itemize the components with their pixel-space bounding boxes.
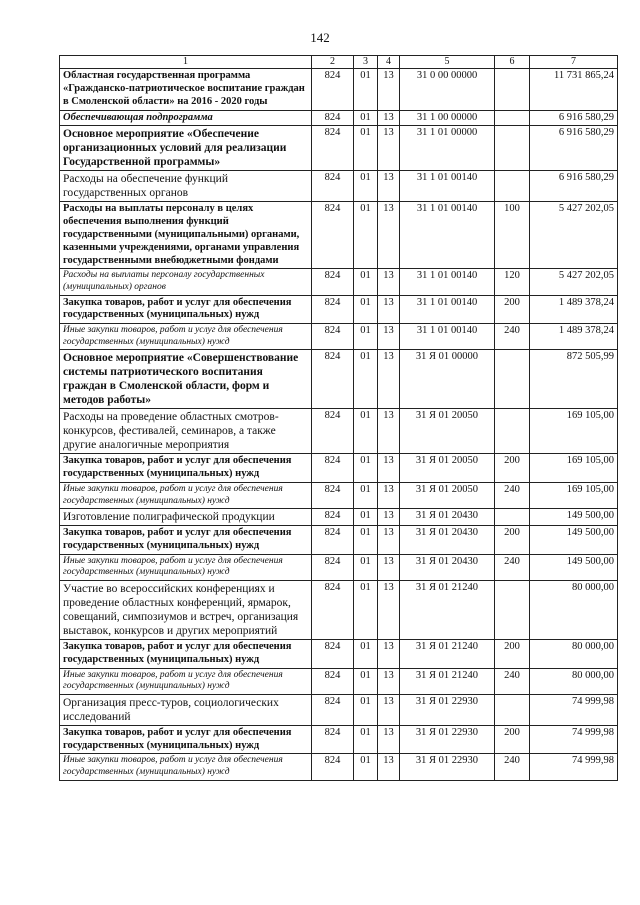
admin-code-cell: 824 xyxy=(312,409,354,454)
amount-cell: 80 000,00 xyxy=(530,640,618,669)
table-row xyxy=(60,350,618,409)
amount-cell: 6 916 580,29 xyxy=(530,171,618,202)
admin-code-cell: 824 xyxy=(312,202,354,269)
admin-code-cell: 824 xyxy=(312,580,354,639)
column-header-2: 2 xyxy=(312,56,354,69)
expense-type-cell: 200 xyxy=(495,454,530,483)
table-row xyxy=(60,69,618,110)
subsection-code-cell: 13 xyxy=(378,526,400,555)
subsection-code-cell: 13 xyxy=(378,580,400,639)
section-code-cell: 01 xyxy=(354,110,378,126)
item-name-cell: Основное мероприятие «Обеспечение организационных условий для реализации Государственной программы» xyxy=(60,126,312,171)
expense-type-cell xyxy=(495,509,530,526)
target-article-cell: 31 1 01 00000 xyxy=(400,126,495,171)
table-row xyxy=(60,295,618,324)
target-article-cell: 31 Я 01 20430 xyxy=(400,554,495,580)
admin-code-cell: 824 xyxy=(312,324,354,350)
target-article-cell: 31 1 01 00140 xyxy=(400,171,495,202)
admin-code-cell: 824 xyxy=(312,69,354,110)
amount-cell: 1 489 378,24 xyxy=(530,295,618,324)
section-code-cell: 01 xyxy=(354,350,378,409)
table-header-row xyxy=(60,56,618,69)
section-code-cell: 01 xyxy=(354,526,378,555)
target-article-cell: 31 Я 01 21240 xyxy=(400,668,495,694)
subsection-code-cell: 13 xyxy=(378,725,400,754)
admin-code-cell: 824 xyxy=(312,754,354,780)
section-code-cell: 01 xyxy=(354,754,378,780)
section-code-cell: 01 xyxy=(354,69,378,110)
column-header-5: 5 xyxy=(400,56,495,69)
target-article-cell: 31 1 01 00140 xyxy=(400,202,495,269)
section-code-cell: 01 xyxy=(354,554,378,580)
table-row xyxy=(60,640,618,669)
subsection-code-cell: 13 xyxy=(378,509,400,526)
column-header-1: 1 xyxy=(60,56,312,69)
column-header-3: 3 xyxy=(354,56,378,69)
item-name-cell: Участие во всероссийских конференциях и проведение областных конференций, ярмарок, совещаний, симпозиумов и встреч, организация выставок, конкурсов и других мероприятий xyxy=(60,580,312,639)
table-row xyxy=(60,110,618,126)
target-article-cell: 31 Я 01 20430 xyxy=(400,509,495,526)
subsection-code-cell: 13 xyxy=(378,324,400,350)
section-code-cell: 01 xyxy=(354,580,378,639)
column-header-6: 6 xyxy=(495,56,530,69)
table-row xyxy=(60,324,618,350)
section-code-cell: 01 xyxy=(354,171,378,202)
target-article-cell: 31 Я 01 20050 xyxy=(400,409,495,454)
table-row xyxy=(60,409,618,454)
admin-code-cell: 824 xyxy=(312,668,354,694)
amount-cell: 6 916 580,29 xyxy=(530,126,618,171)
table-body xyxy=(60,69,618,780)
admin-code-cell: 824 xyxy=(312,350,354,409)
amount-cell: 1 489 378,24 xyxy=(530,324,618,350)
amount-cell: 80 000,00 xyxy=(530,668,618,694)
section-code-cell: 01 xyxy=(354,202,378,269)
subsection-code-cell: 13 xyxy=(378,640,400,669)
subsection-code-cell: 13 xyxy=(378,694,400,725)
column-header-7: 7 xyxy=(530,56,618,69)
table-row xyxy=(60,269,618,295)
page-number: 142 xyxy=(310,30,330,45)
table-row xyxy=(60,171,618,202)
item-name-cell: Изготовление полиграфической продукции xyxy=(60,509,312,526)
amount-cell: 74 999,98 xyxy=(530,694,618,725)
section-code-cell: 01 xyxy=(354,509,378,526)
admin-code-cell: 824 xyxy=(312,110,354,126)
item-name-cell: Обеспечивающая подпрограмма xyxy=(60,110,312,126)
target-article-cell: 31 Я 01 20050 xyxy=(400,483,495,509)
subsection-code-cell: 13 xyxy=(378,269,400,295)
table-row xyxy=(60,754,618,780)
target-article-cell: 31 Я 01 22930 xyxy=(400,694,495,725)
table-row xyxy=(60,694,618,725)
item-name-cell: Расходы на выплаты персоналу государственных (муниципальных) органов xyxy=(60,269,312,295)
item-name-cell: Иные закупки товаров, работ и услуг для обеспечения государственных (муниципальных) нужд xyxy=(60,668,312,694)
item-name-cell: Областная государственная программа «Гражданско-патриотическое воспитание граждан в Смоленской области» на 2016 - 2020 годы xyxy=(60,69,312,110)
admin-code-cell: 824 xyxy=(312,640,354,669)
expense-type-cell xyxy=(495,409,530,454)
budget-table xyxy=(59,55,618,781)
section-code-cell: 01 xyxy=(354,126,378,171)
admin-code-cell: 824 xyxy=(312,554,354,580)
expense-type-cell: 100 xyxy=(495,202,530,269)
table-row xyxy=(60,526,618,555)
subsection-code-cell: 13 xyxy=(378,754,400,780)
table-row xyxy=(60,126,618,171)
admin-code-cell: 824 xyxy=(312,295,354,324)
section-code-cell: 01 xyxy=(354,694,378,725)
item-name-cell: Иные закупки товаров, работ и услуг для обеспечения государственных (муниципальных) нужд xyxy=(60,483,312,509)
subsection-code-cell: 13 xyxy=(378,454,400,483)
table-row xyxy=(60,725,618,754)
amount-cell: 169 105,00 xyxy=(530,454,618,483)
item-name-cell: Расходы на обеспечение функций государственных органов xyxy=(60,171,312,202)
table-row xyxy=(60,509,618,526)
item-name-cell: Закупка товаров, работ и услуг для обеспечения государственных (муниципальных) нужд xyxy=(60,526,312,555)
expense-type-cell: 200 xyxy=(495,640,530,669)
section-code-cell: 01 xyxy=(354,409,378,454)
subsection-code-cell: 13 xyxy=(378,668,400,694)
target-article-cell: 31 Я 01 00000 xyxy=(400,350,495,409)
amount-cell: 11 731 865,24 xyxy=(530,69,618,110)
expense-type-cell: 120 xyxy=(495,269,530,295)
section-code-cell: 01 xyxy=(354,324,378,350)
target-article-cell: 31 Я 01 21240 xyxy=(400,580,495,639)
expense-type-cell xyxy=(495,171,530,202)
subsection-code-cell: 13 xyxy=(378,126,400,171)
section-code-cell: 01 xyxy=(354,483,378,509)
subsection-code-cell: 13 xyxy=(378,110,400,126)
table-row xyxy=(60,454,618,483)
expense-type-cell xyxy=(495,350,530,409)
amount-cell: 149 500,00 xyxy=(530,509,618,526)
target-article-cell: 31 1 00 00000 xyxy=(400,110,495,126)
target-article-cell: 31 Я 01 20050 xyxy=(400,454,495,483)
amount-cell: 149 500,00 xyxy=(530,526,618,555)
admin-code-cell: 824 xyxy=(312,454,354,483)
subsection-code-cell: 13 xyxy=(378,350,400,409)
item-name-cell: Расходы на выплаты персоналу в целях обеспечения выполнения функций государственными (муниципальными) органами, казенными учреждениями, органами управления государственными внебюджетными фондами xyxy=(60,202,312,269)
table-row xyxy=(60,202,618,269)
admin-code-cell: 824 xyxy=(312,269,354,295)
section-code-cell: 01 xyxy=(354,295,378,324)
admin-code-cell: 824 xyxy=(312,694,354,725)
amount-cell: 872 505,99 xyxy=(530,350,618,409)
subsection-code-cell: 13 xyxy=(378,554,400,580)
target-article-cell: 31 1 01 00140 xyxy=(400,324,495,350)
item-name-cell: Расходы на проведение областных смотров-конкурсов, фестивалей, семинаров, а также другие аналогичные мероприятия xyxy=(60,409,312,454)
admin-code-cell: 824 xyxy=(312,171,354,202)
target-article-cell: 31 1 01 00140 xyxy=(400,295,495,324)
admin-code-cell: 824 xyxy=(312,126,354,171)
amount-cell: 169 105,00 xyxy=(530,409,618,454)
target-article-cell: 31 Я 01 22930 xyxy=(400,754,495,780)
expense-type-cell xyxy=(495,110,530,126)
admin-code-cell: 824 xyxy=(312,509,354,526)
item-name-cell: Закупка товаров, работ и услуг для обеспечения государственных (муниципальных) нужд xyxy=(60,725,312,754)
column-header-4: 4 xyxy=(378,56,400,69)
table-row xyxy=(60,554,618,580)
expense-type-cell xyxy=(495,69,530,110)
item-name-cell: Закупка товаров, работ и услуг для обеспечения государственных (муниципальных) нужд xyxy=(60,454,312,483)
admin-code-cell: 824 xyxy=(312,725,354,754)
target-article-cell: 31 Я 01 22930 xyxy=(400,725,495,754)
item-name-cell: Иные закупки товаров, работ и услуг для обеспечения государственных (муниципальных) нужд xyxy=(60,754,312,780)
item-name-cell: Иные закупки товаров, работ и услуг для обеспечения государственных (муниципальных) нужд xyxy=(60,324,312,350)
item-name-cell: Закупка товаров, работ и услуг для обеспечения государственных (муниципальных) нужд xyxy=(60,640,312,669)
section-code-cell: 01 xyxy=(354,454,378,483)
amount-cell: 5 427 202,05 xyxy=(530,269,618,295)
admin-code-cell: 824 xyxy=(312,526,354,555)
amount-cell: 74 999,98 xyxy=(530,754,618,780)
table-row xyxy=(60,580,618,639)
target-article-cell: 31 Я 01 20430 xyxy=(400,526,495,555)
target-article-cell: 31 Я 01 21240 xyxy=(400,640,495,669)
item-name-cell: Основное мероприятие «Совершенствование системы патриотического воспитания граждан в Смоленской области, форм и методов работы» xyxy=(60,350,312,409)
expense-type-cell xyxy=(495,580,530,639)
amount-cell: 169 105,00 xyxy=(530,483,618,509)
amount-cell: 5 427 202,05 xyxy=(530,202,618,269)
expense-type-cell: 200 xyxy=(495,526,530,555)
section-code-cell: 01 xyxy=(354,725,378,754)
expense-type-cell xyxy=(495,126,530,171)
subsection-code-cell: 13 xyxy=(378,171,400,202)
amount-cell: 74 999,98 xyxy=(530,725,618,754)
subsection-code-cell: 13 xyxy=(378,295,400,324)
section-code-cell: 01 xyxy=(354,269,378,295)
amount-cell: 80 000,00 xyxy=(530,580,618,639)
amount-cell: 149 500,00 xyxy=(530,554,618,580)
expense-type-cell xyxy=(495,694,530,725)
expense-type-cell: 240 xyxy=(495,324,530,350)
item-name-cell: Закупка товаров, работ и услуг для обеспечения государственных (муниципальных) нужд xyxy=(60,295,312,324)
target-article-cell: 31 1 01 00140 xyxy=(400,269,495,295)
subsection-code-cell: 13 xyxy=(378,202,400,269)
expense-type-cell: 200 xyxy=(495,725,530,754)
section-code-cell: 01 xyxy=(354,640,378,669)
item-name-cell: Организация пресс-туров, социологических исследований xyxy=(60,694,312,725)
expense-type-cell: 240 xyxy=(495,483,530,509)
admin-code-cell: 824 xyxy=(312,483,354,509)
table-row xyxy=(60,668,618,694)
expense-type-cell: 200 xyxy=(495,295,530,324)
expense-type-cell: 240 xyxy=(495,554,530,580)
expense-type-cell: 240 xyxy=(495,668,530,694)
target-article-cell: 31 0 00 00000 xyxy=(400,69,495,110)
section-code-cell: 01 xyxy=(354,668,378,694)
subsection-code-cell: 13 xyxy=(378,409,400,454)
expense-type-cell: 240 xyxy=(495,754,530,780)
table-row xyxy=(60,483,618,509)
amount-cell: 6 916 580,29 xyxy=(530,110,618,126)
item-name-cell: Иные закупки товаров, работ и услуг для обеспечения государственных (муниципальных) нужд xyxy=(60,554,312,580)
subsection-code-cell: 13 xyxy=(378,69,400,110)
subsection-code-cell: 13 xyxy=(378,483,400,509)
